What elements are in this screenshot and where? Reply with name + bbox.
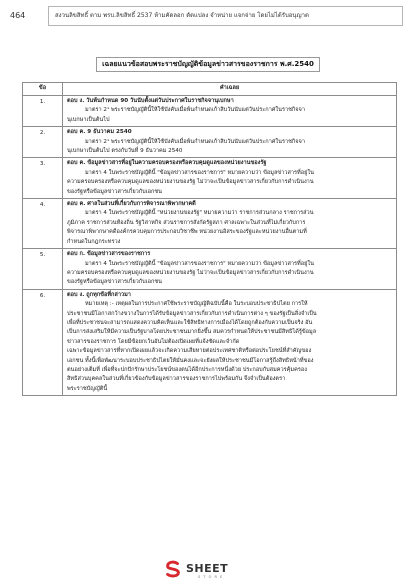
page-header — [0, 0, 416, 34]
row-answer-cell — [63, 249, 397, 290]
row-number: 1. — [23, 96, 63, 127]
row-answer-cell — [63, 199, 397, 249]
answer-choice: ตอบ ค. ศาลในส่วนที่เกี่ยวกับการพิจารณาพิพากษาคดี — [67, 201, 196, 208]
table-row — [23, 158, 397, 199]
explanation-line: ของรัฐหรือข้อมูลข่าวสารเกี่ยวกับเอกชน — [67, 279, 162, 286]
page-title: เฉลยแนวข้อสอบพระราชบัญญัติข้อมูลข่าวสารของราชการ พ.ศ.2540 — [96, 57, 320, 72]
explanation-line: เพื่อที่ประชาชนจะสามารถแสดงความคิดเห็นและใช้สิทธิทางการเมืองได้โดยถูกต้องกับความเป็นจริง อัน — [67, 319, 313, 326]
explanation-line: มาตรา 4 ในพระราชบัญญัตินี้ "หน่วยงานของรัฐ" หมายความว่า ราชการส่วนกลาง ราชการส่วน — [85, 210, 314, 217]
table-row — [23, 127, 397, 158]
logo-s-icon — [164, 560, 182, 578]
explanation-line: ตนอย่างเต็มที่ เพื่อที่จะปกปักรักษาประโยชน์ของตนได้อีกประการหนึ่งด้วย ประกอบกับสมควรคุ้มครอง — [67, 366, 307, 373]
explanation-line: กำหนดในกฎกระทรวง — [67, 238, 121, 245]
row-number: 6. — [23, 289, 63, 395]
explanation-line: ภูมิภาค ราชการส่วนท้องถิ่น รัฐวิสาหกิจ ส่วนราชการสังกัดรัฐสภา ศาลเฉพาะในส่วนที่ไม่เกี่ยวกับการ — [67, 219, 306, 226]
answer-choice: ตอบ ก. ข้อมูลข่าวสารของราชการ — [67, 251, 151, 258]
explanation-line: มาตรา 4 ในพระราชบัญญัตินี้ "ข้อมูลข่าวสารของราชการ" หมายความว่า ข้อมูลข่าวสารที่อยู่ใน — [85, 169, 314, 176]
explanation-line: พระราชบัญญัตินี้ — [67, 385, 108, 392]
table-row — [23, 96, 397, 127]
explanation-line: เอกชน ทั้งนี้เพื่อพัฒนาระบอบประชาธิปไตยให้มั่นคงและจะยังผลให้ประชาชนมีโอกาสรู้ถึงสิทธิหน้าที่ของ — [67, 357, 314, 364]
row-answer-cell — [63, 289, 397, 395]
explanation-line: ประชาชนมีโอกาสกว้างขวางในการได้รับข้อมูลข่าวสารเกี่ยวกับการดำเนินการต่าง ๆ ของรัฐเป็นสิ่งจำเป็น — [67, 310, 317, 317]
explanation-line: มาตรา 2¹ พระราชบัญญัตินี้ให้ใช้บังคับเมื่อพ้นกำหนดเก้าสิบวันนับแต่วันประกาศในราชกิจจา — [85, 107, 305, 114]
explanation-line: เฉพาะข้อมูลข่าวสารที่หากเปิดเผยแล้วจะเกิดความเสียหายต่อประเทศชาติหรือต่อประโยชน์ที่สำคัญของ — [67, 348, 312, 355]
table-row — [23, 289, 397, 395]
explanation-line: ความครอบครองหรือควบคุมดูแลของหน่วยงานของรัฐ ไม่ว่าจะเป็นข้อมูลข่าวสารเกี่ยวกับการดำเนินงาน — [67, 269, 314, 276]
answer-choice: ตอบ ค. ข้อมูลข่าวสารที่อยู่ในความครอบครองหรือควบคุมดูแลของหน่วยงานของรัฐ — [67, 160, 267, 167]
explanation-line: มาตรา 4 ในพระราชบัญญัตินี้ "ข้อมูลข่าวสารของราชการ" หมายความว่า ข้อมูลข่าวสารที่อยู่ใน — [85, 260, 314, 267]
explanation-line: เป็นการส่งเสริมให้มีความเป็นรัฐบาลโดยประชาชนมากยิ่งขึ้น สมควรกำหนดให้ประชาชนมีสิทธิได้รู้ข้อมูล — [67, 329, 317, 336]
answer-choice: ตอบ ง. วันพ้นกำหนด 90 วันนับตั้งแต่วันประกาศในราชกิจจานุเบกษา — [67, 98, 234, 104]
explanation-line: สิทธิส่วนบุคคลในส่วนที่เกี่ยวข้องกับข้อมูลข่าวสารของราชการไปพร้อมกัน จึงจำเป็นต้องตรา — [67, 376, 286, 383]
column-header-number: ข้อ — [23, 83, 63, 96]
answer-choice: ตอบ ค. 9 ธันวาคม 2540 — [67, 129, 132, 136]
explanation-line: นุเบกษาเป็นต้นไป — [67, 116, 110, 123]
row-answer-cell — [63, 127, 397, 158]
row-number: 2. — [23, 127, 63, 158]
explanation-line: หมายเหตุ :- เหตุผลในการประกาศใช้พระราชบัญญัติฉบับนี้คือ ในระบอบประชาธิปไตย การให้ — [85, 301, 308, 308]
logo-subtext: S T O R E — [198, 575, 224, 579]
sheet-store-logo — [164, 559, 254, 581]
explanation-line: นุเบกษาเป็นต้นไป ตรงกับวันที่ 9 ธันวาคม 2540 — [67, 148, 183, 155]
answer-choice: ตอบ ง. ถูกทุกข้อที่กล่าวมา — [67, 291, 131, 298]
row-number: 4. — [23, 199, 63, 249]
explanation-line: ความครอบครองหรือควบคุมดูแลของหน่วยงานของรัฐ ไม่ว่าจะเป็นข้อมูลข่าวสารเกี่ยวกับการดำเนินงาน — [67, 179, 314, 186]
page-number: 464 — [10, 11, 26, 20]
explanation-line: ข่าวสารของราชการ โดยมีข้อยกเว้นอันไม่ต้องเปิดเผยที่แจ้งชัดและจำกัด — [67, 338, 240, 345]
row-answer-cell — [63, 158, 397, 199]
table-row — [23, 249, 397, 290]
logo-text: SHEET — [186, 562, 229, 575]
explanation-line: พิจารณาพิพากษาคดีองค์กรควบคุมการประกอบวิชาชีพ หน่วยงานอิสระของรัฐและหน่วยงานอื่นตามที่ — [67, 229, 307, 236]
copyright-notice: สงวนลิขสิทธิ์ ตาม พรบ.ลิขสิทธิ์ 2537 ห้ามคัดลอก ดัดแปลง จำหน่าย แจกจ่าย โดยไม่ได้รับอนุญาต — [48, 6, 403, 26]
table-body — [23, 96, 397, 396]
table-row — [23, 199, 397, 249]
explanation-line: ของรัฐหรือข้อมูลข่าวสารเกี่ยวกับเอกชน — [67, 188, 162, 195]
table-header-row — [23, 83, 397, 96]
row-number: 5. — [23, 249, 63, 290]
explanation-line: มาตรา 2¹ พระราชบัญญัตินี้ให้ใช้บังคับเมื่อพ้นกำหนดเก้าสิบวันนับแต่วันประกาศในราชกิจจา — [85, 138, 305, 145]
answer-table — [22, 82, 397, 396]
row-number: 3. — [23, 158, 63, 199]
column-header-answer: คำเฉลย — [63, 83, 397, 96]
row-answer-cell — [63, 96, 397, 127]
